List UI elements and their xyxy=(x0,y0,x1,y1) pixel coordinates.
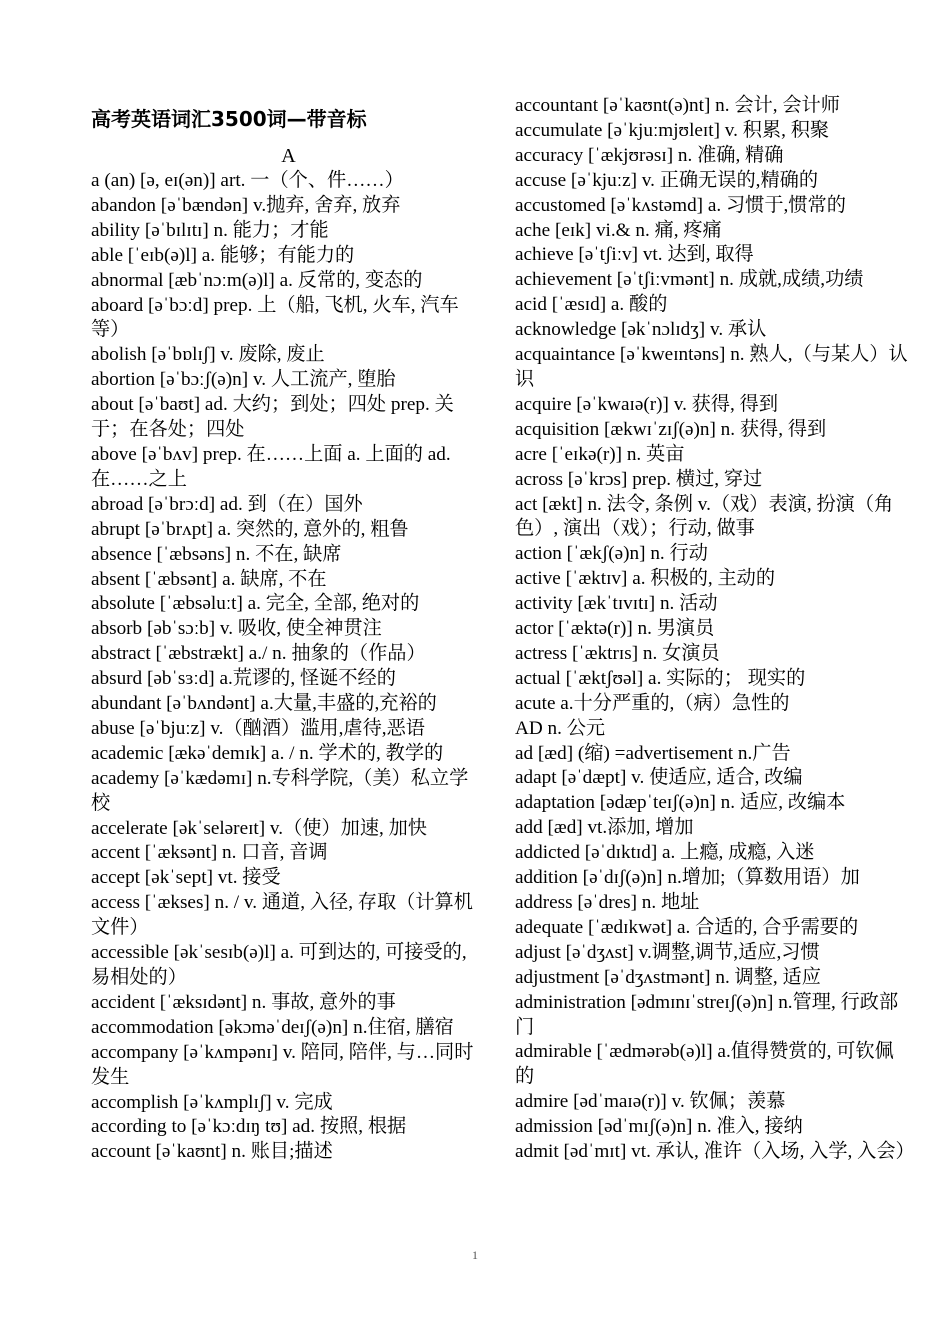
vocab-entry: accomplish [əˈkʌmplɪʃ] v. 完成 xyxy=(91,1091,333,1113)
vocab-entry: add [æd] vt.添加, 增加 xyxy=(515,817,694,839)
vocab-entry: adaptation [ədæpˈteɪʃ(ə)n] n. 适应, 改编本 xyxy=(515,792,846,814)
vocab-entry: absolute [ˈæbsəluːt] a. 完全, 全部, 绝对的 xyxy=(91,593,420,615)
vocab-entry: according to [əˈkɔːdɪŋ tʊ] ad. 按照, 根据 xyxy=(91,1116,407,1138)
vocab-entry: acquire [əˈkwaɪə(r)] v. 获得, 得到 xyxy=(515,393,779,415)
vocab-entry: abandon [əˈbændən] v.抛弃, 舍弃, 放弃 xyxy=(91,194,401,216)
vocab-entry: accumulate [əˈkjuːmjʊleɪt] v. 积累, 积聚 xyxy=(515,119,830,141)
vocab-entry: accuracy [ˈækjʊrəsɪ] n. 准确, 精确 xyxy=(515,144,784,166)
vocab-entry: absorb [əbˈsɔːb] v. 吸收, 使全神贯注 xyxy=(91,618,382,640)
vocab-entry: AD n. 公元 xyxy=(515,717,606,739)
vocab-entry: active [ˈæktɪv] a. 积极的, 主动的 xyxy=(515,568,776,590)
vocab-entry: abroad [əˈbrɔːd] ad. 到（在）国外 xyxy=(91,493,363,515)
vocab-entry: acid [ˈæsɪd] a. 酸的 xyxy=(515,294,668,316)
vocab-entry: accustomed [əˈkʌstəmd] a. 习惯于,惯常的 xyxy=(515,194,846,216)
vocab-entry: ad [æd] (缩) =advertisement n.广告 xyxy=(515,742,791,764)
vocab-entry: administration [ədmɪnɪˈstreɪʃ(ə)n] n.管理, 行政部门 xyxy=(515,991,899,1038)
vocab-entry: account [əˈkaʊnt] n. 账目;描述 xyxy=(91,1141,333,1163)
vocab-entry: admit [ədˈmɪt] vt. 承认, 准许（入场, 入学, 入会） xyxy=(515,1141,915,1163)
vocab-entry: access [ˈækses] n. / v. 通道, 入径, 存取（计算机文件） xyxy=(91,892,473,939)
vocab-entry: activity [ækˈtɪvɪtɪ] n. 活动 xyxy=(515,593,718,615)
vocab-entry: across [əˈkrɔs] prep. 横过, 穿过 xyxy=(515,468,763,490)
vocab-entry: actor [ˈæktə(r)] n. 男演员 xyxy=(515,618,715,640)
vocab-entry: acquisition [ækwɪˈzɪʃ(ə)n] n. 获得, 得到 xyxy=(515,418,827,440)
vocab-entry: accompany [əˈkʌmpənɪ] v. 陪同, 陪伴, 与…同时发生 xyxy=(91,1041,474,1088)
vocab-entry: acquaintance [əˈkweɪntəns] n. 熟人,（与某人）认识 xyxy=(515,344,908,390)
page-title: 高考英语词汇3500词—带音标 xyxy=(91,107,367,131)
vocab-entry: address [əˈdres] n. 地址 xyxy=(515,892,700,913)
vocab-entry: absurd [əbˈsɜːd] a.荒谬的, 怪诞不经的 xyxy=(91,668,396,690)
vocab-entry: adjust [əˈdʒʌst] v.调整,调节,适应,习惯 xyxy=(515,941,820,963)
vocab-entry: abortion [əˈbɔːʃ(ə)n] v. 人工流产, 堕胎 xyxy=(91,369,396,391)
vocab-entry: accident [ˈæksɪdənt] n. 事故, 意外的事 xyxy=(91,991,396,1013)
vocab-entry: accept [əkˈsept] vt. 接受 xyxy=(91,867,281,889)
vocab-entry: acre [ˈeɪkə(r)] n. 英亩 xyxy=(515,443,685,465)
vocab-entry: ability [əˈbɪlɪtɪ] n. 能力；才能 xyxy=(91,219,329,241)
vocab-entry: admire [ədˈmaɪə(r)] v. 钦佩；羡慕 xyxy=(515,1091,786,1113)
vocab-entry: about [əˈbaʊt] ad. 大约；到处；四处 prep. 关于；在各处；四处 xyxy=(91,394,454,441)
vocab-entry: acknowledge [əkˈnɔlɪdʒ] v. 承认 xyxy=(515,319,767,341)
vocab-entry: accelerate [əkˈseləreɪt] v.（使）加速, 加快 xyxy=(91,817,427,839)
vocab-entry: accuse [əˈkjuːz] v. 正确无误的,精确的 xyxy=(515,169,819,191)
vocab-entry: adequate [ˈædɪkwət] a. 合适的, 合乎需要的 xyxy=(515,916,859,938)
vocab-entry: able [ˈeɪb(ə)l] a. 能够；有能力的 xyxy=(91,244,355,266)
vocab-entry: adjustment [əˈdʒʌstmənt] n. 调整, 适应 xyxy=(515,966,821,988)
vocab-entry: abstract [ˈæbstrækt] a./ n. 抽象的（作品） xyxy=(91,643,426,665)
vocab-entry: absent [ˈæbsənt] a. 缺席, 不在 xyxy=(91,568,327,590)
vocab-entry: academic [ækəˈdemɪk] a. / n. 学术的, 教学的 xyxy=(91,742,444,764)
vocab-entry: admirable [ˈædmərəb(ə)l] a.值得赞赏的, 可钦佩的 xyxy=(515,1041,894,1088)
vocab-entry: a (an) [ə, eɪ(ən)] art. 一（个、件……） xyxy=(91,170,404,191)
vocab-entry: actress [ˈæktrɪs] n. 女演员 xyxy=(515,642,720,664)
vocab-entry: above [əˈbʌv] prep. 在……上面 a. 上面的 ad. 在……之上 xyxy=(91,443,451,490)
vocab-entry: abrupt [əˈbrʌpt] a. 突然的, 意外的, 粗鲁 xyxy=(91,518,409,540)
vocab-entry: addition [əˈdɪʃ(ə)n] n.增加;（算数用语）加 xyxy=(515,867,860,889)
letter-heading: A xyxy=(281,145,296,167)
vocab-entry: academy [əˈkædəmɪ] n.专科学院,（美）私立学校 xyxy=(91,767,469,814)
vocab-entry: abolish [əˈbɒlɪʃ] v. 废除, 废止 xyxy=(91,344,325,366)
vocab-entry: accommodation [əkɔməˈdeɪʃ(ə)n] n.住宿, 膳宿 xyxy=(91,1016,454,1038)
vocab-entry: abuse [əˈbjuːz] v.（酗酒）滥用,虐待,恶语 xyxy=(91,717,425,739)
vocab-entry: accent [ˈæksənt] n. 口音, 音调 xyxy=(91,842,328,864)
vocab-entry: adapt [əˈdæpt] v. 使适应, 适合, 改编 xyxy=(515,767,803,789)
vocab-entry: act [ækt] n. 法令, 条例 v.（戏）表演, 扮演（角色）, 演出（戏）；行动, 做事 xyxy=(515,493,894,540)
vocab-entry: achievement [əˈtʃiːvmənt] n. 成就,成绩,功绩 xyxy=(515,269,864,291)
vocab-entry: aboard [əˈbɔːd] prep. 上（船, 飞机, 火车, 汽车等） xyxy=(91,294,459,341)
vocab-entry: achieve [əˈtʃiːv] vt. 达到, 取得 xyxy=(515,244,754,266)
vocab-entry: accessible [əkˈsesɪb(ə)l] a. 可到达的, 可接受的, 易相处的） xyxy=(91,942,467,988)
left-entry-list xyxy=(91,169,486,1165)
vocab-entry: accountant [əˈkaʊnt(ə)nt] n. 会计, 会计师 xyxy=(515,95,840,116)
right-entry-list xyxy=(515,94,915,1165)
vocab-entry: acute a.十分严重的,（病）急性的 xyxy=(515,692,790,714)
vocab-entry: ache [eɪk] vi.& n. 痛, 疼痛 xyxy=(515,219,722,241)
vocab-entry: action [ˈækʃ(ə)n] n. 行动 xyxy=(515,543,708,565)
vocab-entry: absence [ˈæbsəns] n. 不在, 缺席 xyxy=(91,543,342,565)
vocab-entry: admission [ədˈmɪʃ(ə)n] n. 准入, 接纳 xyxy=(515,1116,803,1138)
vocab-entry: abnormal [æbˈnɔːm(ə)l] a. 反常的, 变态的 xyxy=(91,269,423,291)
vocab-entry: addicted [əˈdɪktɪd] a. 上瘾, 成瘾, 入迷 xyxy=(515,842,815,864)
vocab-entry: abundant [əˈbʌndənt] a.大量,丰盛的,充裕的 xyxy=(91,693,437,715)
page-number: 1 xyxy=(472,1248,478,1262)
vocab-entry: actual [ˈæktʃʊəl] a. 实际的； 现实的 xyxy=(515,667,806,689)
